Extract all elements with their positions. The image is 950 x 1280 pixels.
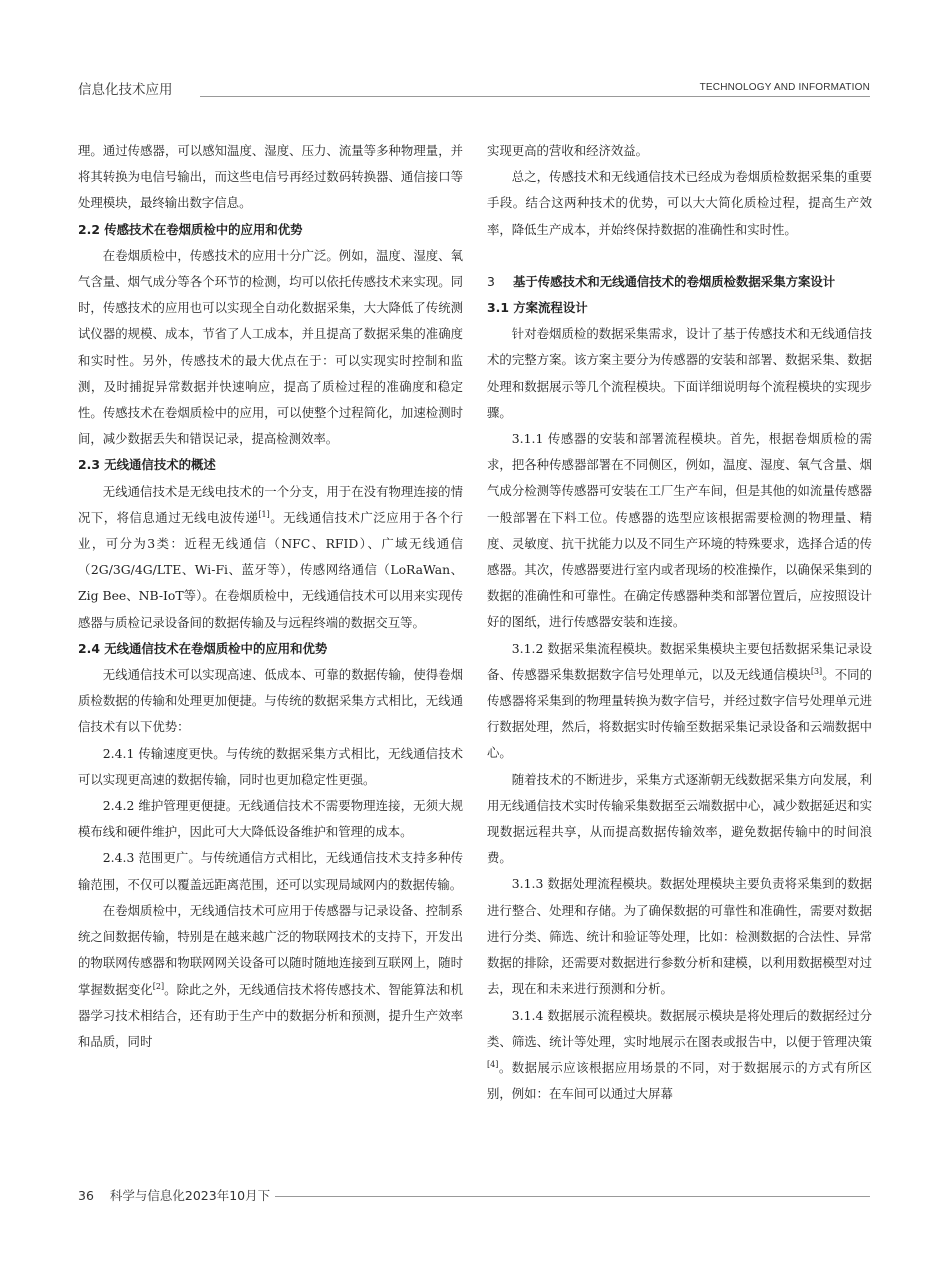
paragraph (78, 898, 463, 1055)
paragraph (78, 479, 463, 636)
citation-ref: [2] (152, 981, 165, 991)
paragraph-text: 无线通信技术是无线电技术的一个分支，用于在没有物理连接的情况下，将信息通过无线电波传递 (78, 483, 463, 525)
paragraph: 2.4.1 传输速度更快。与传统的数据采集方式相比，无线通信技术可以实现更高速的数据传输，同时也更加稳定性更强。 (78, 745, 463, 787)
paragraph-text: 3.1.4 数据展示流程模块。数据展示模块是将处理后的数据经过分类、筛选、统计等处理，实时地展示在图表或报告中，以便于管理决策 (487, 1007, 872, 1049)
paragraph-text: 。除此之外，无线通信技术将传感技术、智能算法和机器学习技术相结合，还有助于生产中的数据分析和预测，提升生产效率和品质，同时 (78, 981, 464, 1049)
paragraph: 针对卷烟质检的数据采集需求，设计了基于传感技术和无线通信技术的完整方案。该方案主要分为传感器的安装和部署、数据采集、数据处理和数据展示等几个流程模块。下面详细说明每个流程模块的实现步骤。 (487, 326, 872, 420)
paragraph: 实现更高的营收和经济效益。 (487, 143, 649, 158)
paragraph-text: 3.1.2 数据采集流程模块。数据采集模块主要包括数据采集记录设备、传感器采集数据数字信号处理单元，以及无线通信模块 (487, 640, 872, 682)
section-title: 基于传感技术和无线通信技术的卷烟质检数据采集方案设计 (513, 273, 836, 289)
paragraph: 理。通过传感器，可以感知温度、湿度、压力、流量等多种物理量，并将其转换为电信号输出，而这些电信号再经过数码转换器、通信接口等处理模块，最终输出数字信息。 (78, 143, 463, 211)
citation-ref: [1] (258, 509, 270, 519)
header-section-title: 信息化技术应用 (78, 82, 173, 98)
section-heading-2-2: 2.2 传感技术在卷烟质检中的应用和优势 (78, 221, 303, 237)
header-journal-english: TECHNOLOGY AND INFORMATION (699, 82, 870, 93)
footer-text (78, 1186, 270, 1204)
paragraph: 随着技术的不断进步，采集方式逐渐朝无线数据采集方向发展，利用无线通信技术实时传输采集数据至云端数据中心，减少数据延迟和实现数据远程共享，从而提高数据传输效率，避免数据传输中的时间浪费。 (487, 771, 872, 866)
right-column (487, 138, 872, 1107)
paragraph-text: 。无线通信技术广泛应用于各个行业，可分为3类：近程无线通信（NFC、RFID）、广域无线通信（2G/3G/4G/LTE、Wi-Fi、蓝牙等），传感网络通信（LoRaWan、Zig Bee、NB-IoT等）。在卷烟质检中，无线通信技术可以用来实现传感器与质检记录设备间的数据传输及与远程终端的数据交互等。 (78, 509, 464, 630)
section-heading-3-1: 3.1 方案流程设计 (487, 300, 588, 316)
paragraph: 2.4.2 维护管理更便捷。无线通信技术不需要物理连接，无须大规模布线和硬件维护，因此可大大降低设备维护和管理的成本。 (78, 798, 463, 840)
header-rule (200, 96, 870, 97)
section-heading-2-3: 2.3 无线通信技术的概述 (78, 457, 216, 473)
paragraph-text: 在卷烟质检中，无线通信技术可应用于传感器与记录设备、控制系统之间数据传输，特别是在越来越广泛的物联网技术的支持下，开发出的物联网传感器和物联网网关设备可以随时随地连接到互联网上，随时掌握数据变化 (78, 902, 463, 997)
journal-issue: 科学与信息化2023年10月下 (109, 1188, 271, 1203)
paragraph: 在卷烟质检中，传感技术的应用十分广泛。例如，温度、湿度、氧气含量、烟气成分等各个环节的检测，均可以依托传感技术来实现。同时，传感技术的应用也可以实现全自动化数据采集，大大降低了传统测试仪器的规模、成本，节省了人工成本，并且提高了数据采集的准确度和实时性。另外，传感技术的最大优点在于：可以实现实时控制和监测，及时捕捉异常数据并快速响应，提高了质检过程的准确度和稳定性。传感技术在卷烟质检中的应用，可以使整个过程简化，加速检测时间，减少数据丢失和错误记录，提高检测效率。 (78, 247, 463, 447)
left-column (78, 138, 463, 1055)
paragraph-text: 。数据展示应该根据应用场景的不同，对于数据展示的方式有所区别，例如：在车间可以通过大屏幕 (487, 1059, 872, 1102)
paragraph: 3.1.3 数据处理流程模块。数据处理模块主要负责将采集到的数据进行整合、处理和存储。为了确保数据的可靠性和准确性，需要对数据进行分类、筛选、统计和验证等处理，比如：检测数据的合法性、异常数据的排除，还需要对数据进行参数分析和建模，以利用数据模型对过去，现在和未来进行预测和分析。 (487, 876, 872, 997)
paragraph: 总之，传感技术和无线通信技术已经成为卷烟质检数据采集的重要手段。结合这两种技术的优势，可以大大简化质检过程，提高生产效率，降低生产成本，并始终保持数据的准确性和实时性。 (487, 169, 872, 237)
paragraph (487, 1003, 872, 1108)
section-heading-3 (487, 269, 872, 295)
section-heading-2-4: 2.4 无线通信技术在卷烟质检中的应用和优势 (78, 640, 328, 656)
section-number: 3 (487, 273, 495, 289)
citation-ref: [4] (487, 1059, 499, 1069)
paragraph-text: 。不同的传感器将采集到的物理量转换为数字信号，并经过数字信号处理单元进行数据处理，然后，将数据实时传输至数据采集记录设备和云端数据中心。 (487, 666, 873, 761)
footer-rule (275, 1196, 870, 1197)
paragraph: 无线通信技术可以实现高速、低成本、可靠的数据传输，使得卷烟质检数据的传输和处理更加便捷。与传统的数据采集方式相比，无线通信技术有以下优势： (78, 667, 463, 735)
paragraph: 2.4.3 范围更广。与传统通信方式相比，无线通信技术支持多种传输范围，不仅可以覆盖远距离范围，还可以实现局域网内的数据传输。 (78, 850, 463, 892)
citation-ref: [3] (810, 666, 823, 676)
paragraph (487, 636, 872, 767)
page-number: 36 (78, 1188, 94, 1203)
paragraph: 3.1.1 传感器的安装和部署流程模块。首先，根据卷烟质检的需求，把各种传感器部署在不同侧区，例如，温度、湿度、氧气含量、烟气成分检测等传感器可安装在工厂生产车间，但是其他的如流量传感器一般部署在下料工位。传感器的选型应该根据需要检测的物理量、精度、灵敏度、抗干扰能力以及不同生产环境的特殊要求，选择合适的传感器。其次，传感器要进行室内或者现场的校准操作，以确保采集到的数据的准确性和可靠性。在确定传感器种类和部署位置后，应按照设计好的图纸，进行传感器安装和连接。 (487, 431, 872, 630)
